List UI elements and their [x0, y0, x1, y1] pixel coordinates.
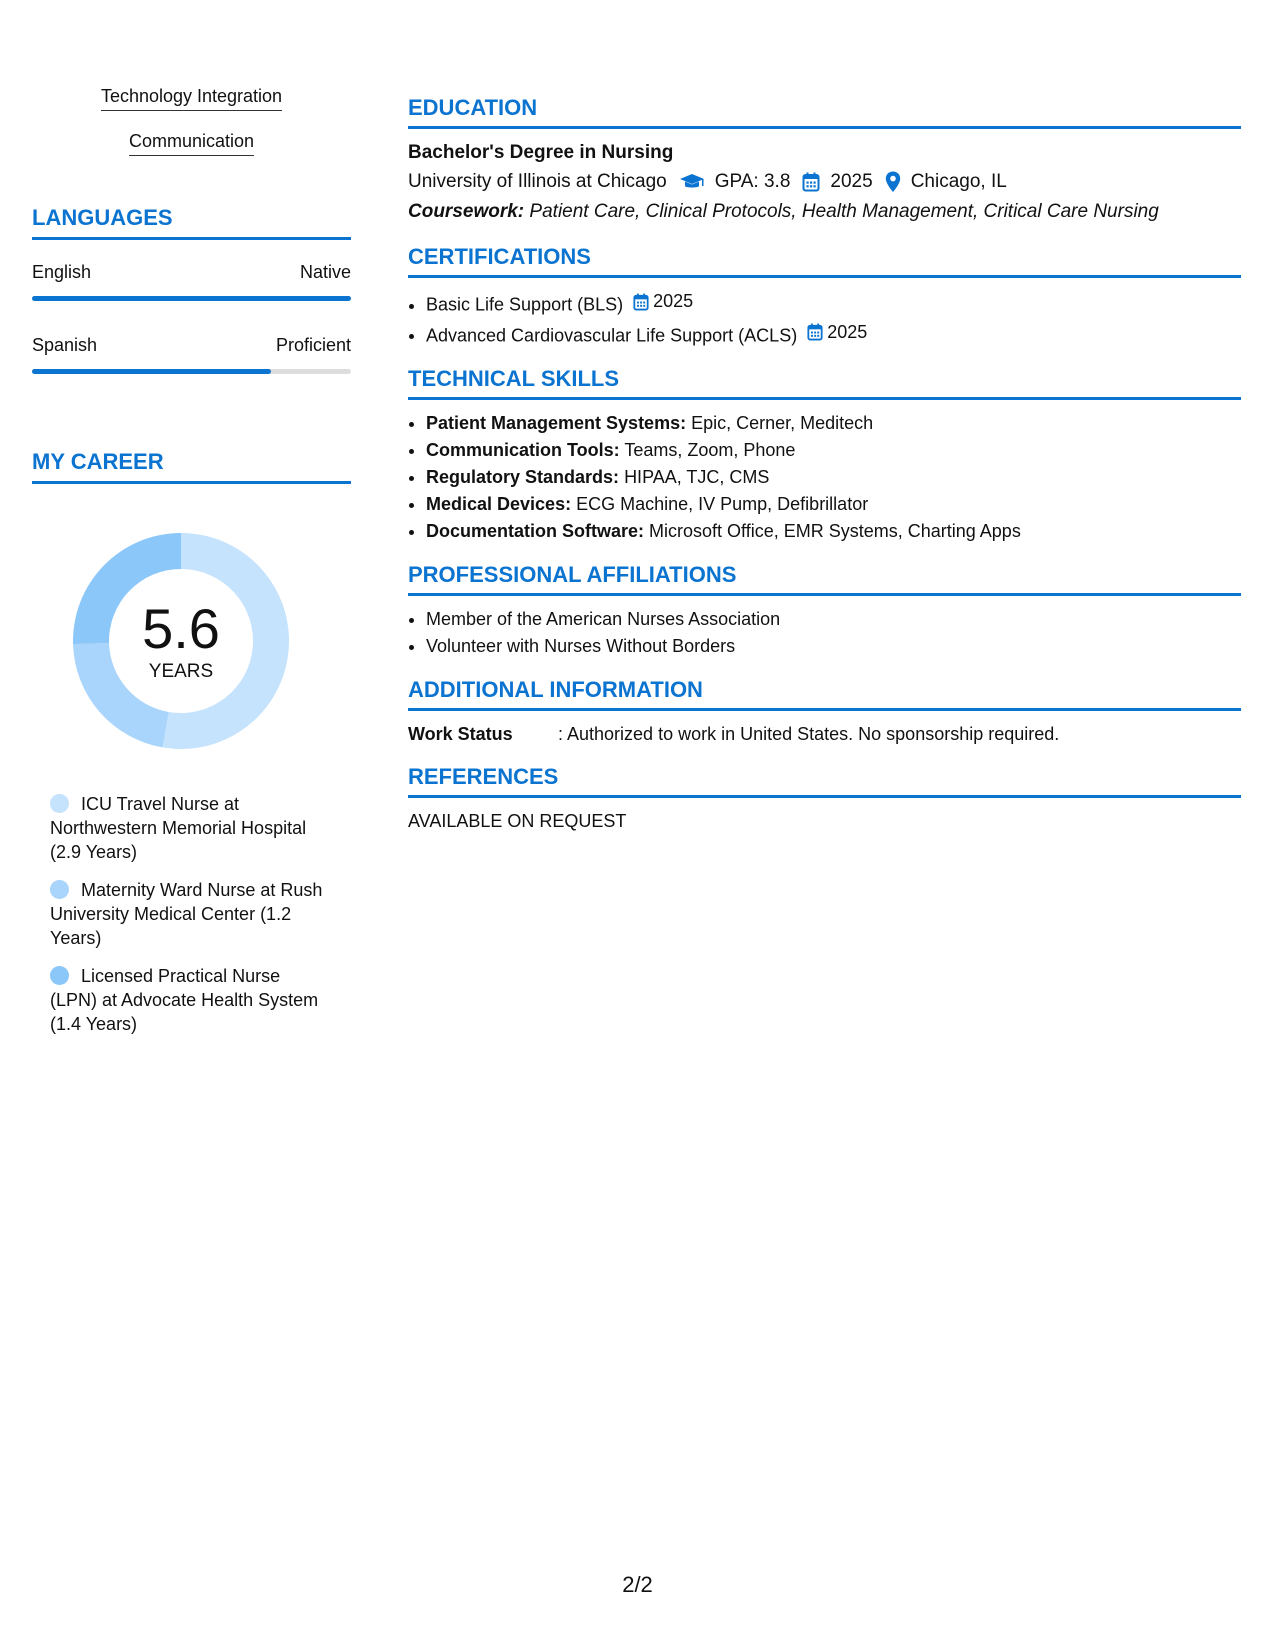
career-legend-item: [50, 792, 330, 864]
additional-info-section: [408, 676, 1241, 747]
technical-skill-item: [426, 410, 1241, 437]
certification-item: [426, 319, 1241, 350]
references-text: AVAILABLE ON REQUEST: [408, 811, 627, 831]
career-legend-label: ICU Travel Nurse at Northwestern Memorial Hospital (2.9 Years): [50, 794, 307, 862]
affiliation-item: • Member of the American Nurses Association: [426, 606, 1241, 633]
page-number: 2/2: [622, 1572, 653, 1597]
language-name: Spanish: [32, 335, 98, 355]
career-legend-item: [50, 878, 330, 950]
career-legend-label: Maternity Ward Nurse at Rush University Medical Center (1.2 Years): [50, 880, 323, 948]
career-heading: MY CAREER: [32, 448, 351, 484]
certification-name: Basic Life Support (BLS): [426, 294, 624, 315]
skill-category: Medical Devices:: [426, 494, 572, 514]
certifications-section: [408, 243, 1241, 349]
calendar-icon: [633, 293, 649, 311]
legend-dot-icon: [50, 880, 69, 899]
skill-values: Microsoft Office, EMR Systems, Charting Apps: [649, 521, 1021, 541]
affiliations-heading: PROFESSIONAL AFFILIATIONS: [408, 561, 1241, 596]
school-location: Chicago, IL: [910, 171, 1007, 192]
legend-dot-icon: [50, 966, 69, 985]
skill-values: HIPAA, TJC, CMS: [624, 467, 770, 487]
coursework: [408, 197, 1241, 227]
references-heading: REFERENCES: [408, 763, 1241, 798]
career-total-value: 5.6: [142, 597, 220, 660]
career-legend: [50, 792, 330, 1036]
graduation-cap-icon: [679, 173, 705, 191]
language-bar: [32, 296, 351, 301]
education-heading: EDUCATION: [408, 94, 1241, 129]
main-content: [408, 94, 1241, 850]
affiliation-item: • Volunteer with Nurses Without Borders: [426, 633, 1241, 660]
certification-item: [426, 288, 1241, 319]
career-legend-item: [50, 964, 330, 1036]
sidebar: [32, 84, 351, 1050]
language-bar-fill: [32, 369, 271, 374]
language-level: Native: [299, 262, 351, 282]
calendar-icon: [802, 172, 820, 192]
technical-skills-heading: TECHNICAL SKILLS: [408, 365, 1241, 400]
career-total-unit: YEARS: [148, 661, 214, 682]
skill-category: Regulatory Standards:: [426, 467, 620, 487]
career-donut-chart: [66, 526, 296, 756]
languages-heading: LANGUAGES: [32, 204, 351, 240]
certification-year: 2025: [653, 291, 694, 311]
technical-skill-item: [426, 437, 1241, 464]
technical-skill-item: [426, 518, 1241, 545]
language-item: [32, 260, 351, 301]
education-details: [408, 167, 1241, 197]
work-status-value: : Authorized to work in United States. No sponsorship required.: [558, 724, 1060, 744]
location-pin-icon: [885, 171, 901, 193]
references-section: [408, 763, 1241, 834]
skill-tag: Communication: [129, 129, 254, 156]
education-section: [408, 94, 1241, 227]
language-item: [32, 333, 351, 374]
skill-category: Communication Tools:: [426, 440, 620, 460]
technical-skills-section: [408, 365, 1241, 545]
certification-year: 2025: [827, 321, 868, 342]
skill-values: Epic, Cerner, Meditech: [691, 413, 874, 433]
technical-skill-item: [426, 491, 1241, 518]
technical-skill-item: [426, 464, 1241, 491]
skill-values: Teams, Zoom, Phone: [624, 440, 796, 460]
skill-category: Documentation Software:: [426, 521, 645, 541]
career-legend-label: Licensed Practical Nurse (LPN) at Advocate Health System (1.4 Years): [50, 966, 319, 1034]
certification-name: Advanced Cardiovascular Life Support (ACLS): [426, 325, 798, 345]
graduation-year: 2025: [830, 171, 873, 192]
certifications-heading: CERTIFICATIONS: [408, 243, 1241, 278]
skill-tag: Technology Integration: [101, 84, 282, 111]
gpa: GPA: 3.8: [714, 171, 791, 192]
additional-info-heading: ADDITIONAL INFORMATION: [408, 676, 1241, 711]
language-level: Proficient: [275, 335, 351, 355]
skill-values: ECG Machine, IV Pump, Defibrillator: [576, 494, 869, 514]
work-status-label: Work Status: [408, 724, 513, 744]
degree-title: Bachelor's Degree in Nursing: [408, 142, 674, 163]
calendar-icon: [807, 323, 823, 341]
language-bar-fill: [32, 296, 351, 301]
legend-dot-icon: [50, 794, 69, 813]
school-name: University of Illinois at Chicago: [408, 171, 667, 192]
skill-category: Patient Management Systems:: [426, 413, 687, 433]
affiliations-section: [408, 561, 1241, 660]
coursework-list: Patient Care, Clinical Protocols, Health Management, Critical Care Nursing: [529, 201, 1159, 222]
coursework-label: Coursework:: [408, 201, 525, 222]
language-bar: [32, 369, 351, 374]
language-name: English: [32, 262, 92, 282]
